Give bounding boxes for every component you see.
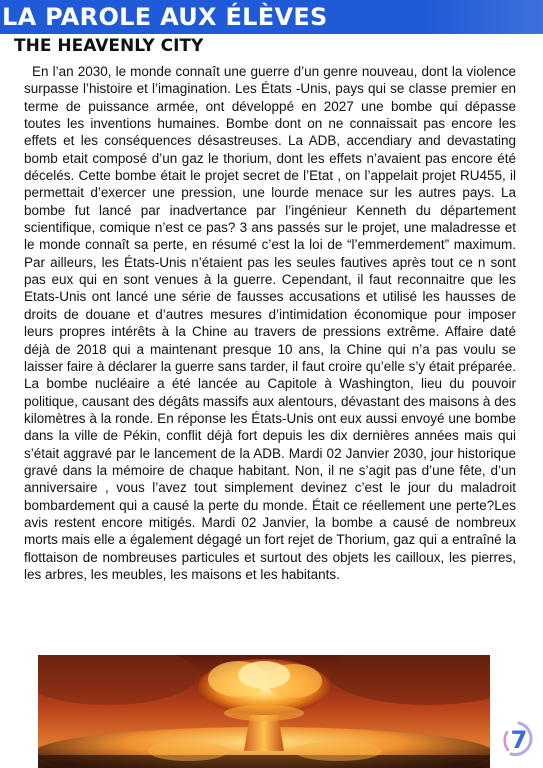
nuclear-explosion-image [38, 655, 490, 768]
article-body: En l’an 2030, le monde connaît une guerre d’un genre nouveau, dont la violence surpasse l’histoire et l’imagination. Les États -Unis, pays qui se classe premier en terme de puissance armée, ont développé en 2027 une bombe qui dépasse toutes les inventions humaines. Bombe dont on ne connaissait pas encore les effets et les conséquences désastreuses. La ADB, accendiary and devastating bomb etait composé d’un gaz le thorium, dont les effets n’avaient pas encore été décelés. Cette bombe était le projet secret de l’Etat , on l’appelait projet RU455, il permettait d’exercer une pression, une lourde menace sur les autres pays. La bombe fut lancé par inadvertance par l’ingénieur Kenneth du département scientifique, comique n’est ce pas? 3 ans passés sur le projet, une maladresse et le monde connaît sa perte, en résumé c’est la loi de “l’emmerdement” maximum. Par ailleurs, les États-Unis n’étaient pas les seules fautives après tout ce n sont pas eux qui en sont venues à la guerre. Cependant, il faut reconnaitre que les Etats-Unis ont lancé une série de fausses accusations et utilisé les hausses de droits de douane et d’autres mesures d’intimidation économique pour imposer leurs propres intérêts à la Chine au travers de pressions extrême. Affaire daté déjà de 2018 qui a maintenant presque 10 ans, la Chine qui n’a pas voulu se laisser faire à déclarer la guerre sans tarder, il faut croire qu’elle s’y était préparée. La bombe nucléaire a été lancée au Capitole à Washington, lieu du pouvoir politique, causant des dégâts massifs aux alentours, dévastant des maisons à des kilomètres à la ronde. En réponse les États-Unis ont eux aussi envoyé une bombe dans la ville de Pékin, conflit déjà fort depuis les dix dernières années mais qui s’était aggravé par le lancement de la ADB. Mardi 02 Janvier 2030, jour historique gravé dans la mémoire de chaque habitant. Non, il ne s’agit pas d’une fête, d’un anniversaire , vous l’avez tout simplement devinez c’est le jour du maladroit bombardement qui a causé la perte du monde. Était ce réellement une perte?Les avis restent encore mitigés. Mardi 02 Janvier, la bombe a causé de nombreux morts mais elle a également dégagé un fort rejet de Thorium, gaz qui a entraîné la flottaison de nombreuses particules et surtout des objets les cailloux, les pierres, les arbres, les meubles, les maisons et les habitants. [24, 64, 516, 582]
section-header-bar [0, 0, 543, 34]
article-title: THE HEAVENLY CITY [14, 36, 204, 56]
page-number-badge [502, 720, 538, 760]
section-title: LA PAROLE AUX ÉLÈVES [2, 3, 328, 31]
page-number: 7 [510, 726, 528, 754]
